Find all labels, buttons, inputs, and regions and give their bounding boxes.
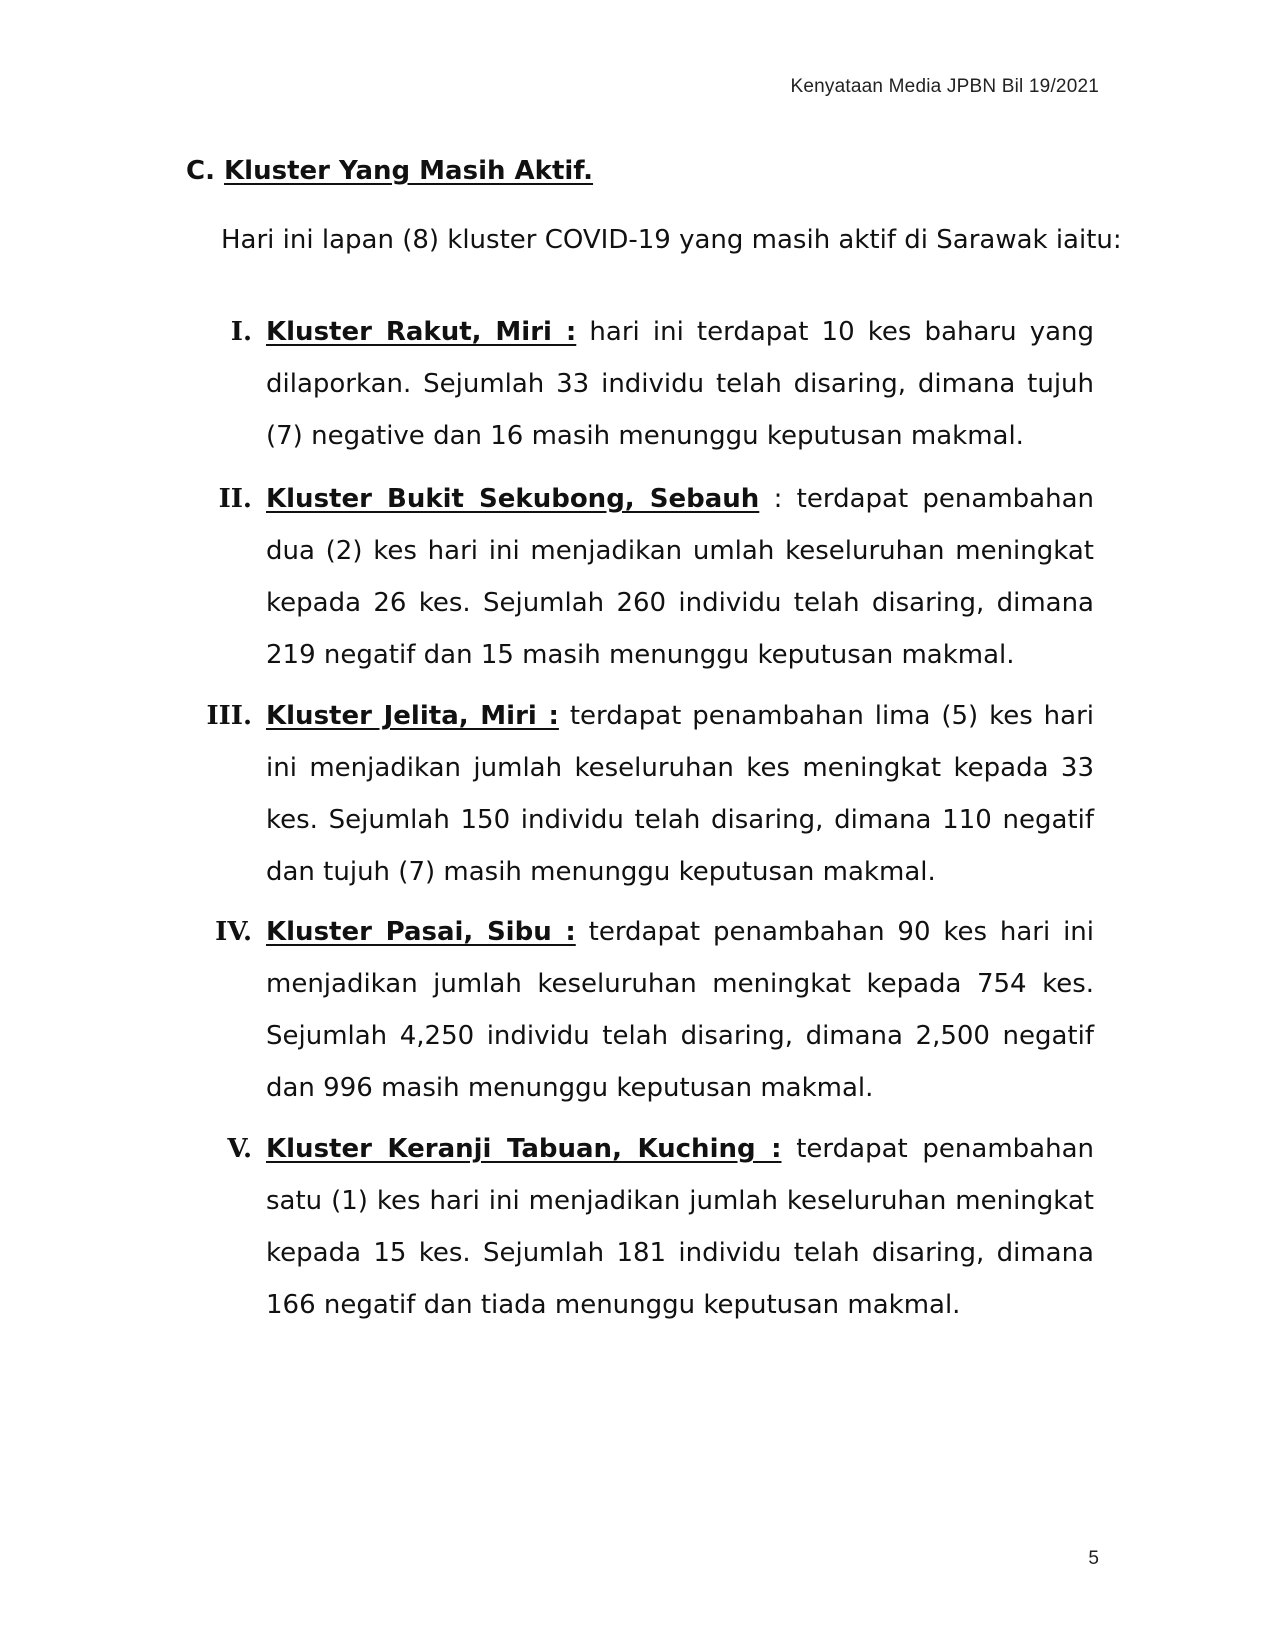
cluster-body — [266, 690, 1094, 898]
cluster-name: Kluster Bukit Sekubong, Sebauh — [266, 484, 760, 514]
cluster-text: terdapat penambahan lima (5) kes hari ini menjadikan jumlah keseluruhan kes meningkat kepada 33 kes. Sejumlah 150 individu telah disaring, dimana 110 negatif dan tujuh (7) masih menunggu keputusan makmal. — [266, 701, 1095, 887]
document-reference: Kenyataan Media JPBN Bil 19/2021 — [790, 76, 1099, 97]
section-letter: C. — [186, 156, 215, 186]
cluster-name: Kluster Pasai, Sibu : — [266, 917, 576, 947]
cluster-item-bukit-sekubong — [186, 473, 1094, 681]
cluster-numeral: IV. — [215, 917, 252, 947]
cluster-text: : terdapat penambahan dua (2) kes hari ini menjadikan umlah keseluruhan meningkat kepada 26 kes. Sejumlah 260 individu telah disaring, dimana 219 negatif dan 15 masih menunggu keputusan makmal. — [266, 484, 1094, 670]
cluster-numeral: V. — [227, 1134, 252, 1164]
cluster-numeral: III. — [206, 701, 252, 731]
cluster-body — [266, 473, 1094, 681]
cluster-numeral: II. — [218, 484, 252, 514]
cluster-name: Kluster Rakut, Miri : — [266, 317, 577, 347]
cluster-body — [266, 906, 1094, 1114]
cluster-text: terdapat penambahan satu (1) kes hari ini menjadikan jumlah keseluruhan meningkat kepada 15 kes. Sejumlah 181 individu telah disaring, dimana 166 negatif dan tiada menunggu keputusan makmal. — [266, 1134, 1094, 1320]
page-number: 5 — [1088, 1548, 1099, 1569]
cluster-item-pasai — [186, 906, 1094, 1114]
section-heading — [186, 156, 593, 186]
intro-paragraph: Hari ini lapan (8) kluster COVID-19 yang masih aktif di Sarawak iaitu: — [221, 225, 1122, 255]
cluster-item-keranji-tabuan — [186, 1123, 1094, 1331]
cluster-item-jelita — [186, 690, 1094, 898]
cluster-text: terdapat penambahan 90 kes hari ini menjadikan jumlah keseluruhan meningkat kepada 754 kes. Sejumlah 4,250 individu telah disaring, dimana 2,500 negatif dan 996 masih menunggu keputusan makmal. — [266, 917, 1095, 1103]
cluster-body — [266, 1123, 1094, 1331]
cluster-text: hari ini terdapat 10 kes baharu yang dilaporkan. Sejumlah 33 individu telah disaring, dimana tujuh (7) negative dan 16 masih menunggu keputusan makmal. — [266, 317, 1095, 451]
section-title: Kluster Yang Masih Aktif. — [224, 156, 594, 186]
cluster-numeral: I. — [230, 317, 252, 347]
cluster-name: Kluster Keranji Tabuan, Kuching : — [266, 1134, 782, 1164]
cluster-name: Kluster Jelita, Miri : — [266, 701, 559, 731]
cluster-item-rakut — [186, 306, 1094, 462]
cluster-body — [266, 306, 1094, 462]
